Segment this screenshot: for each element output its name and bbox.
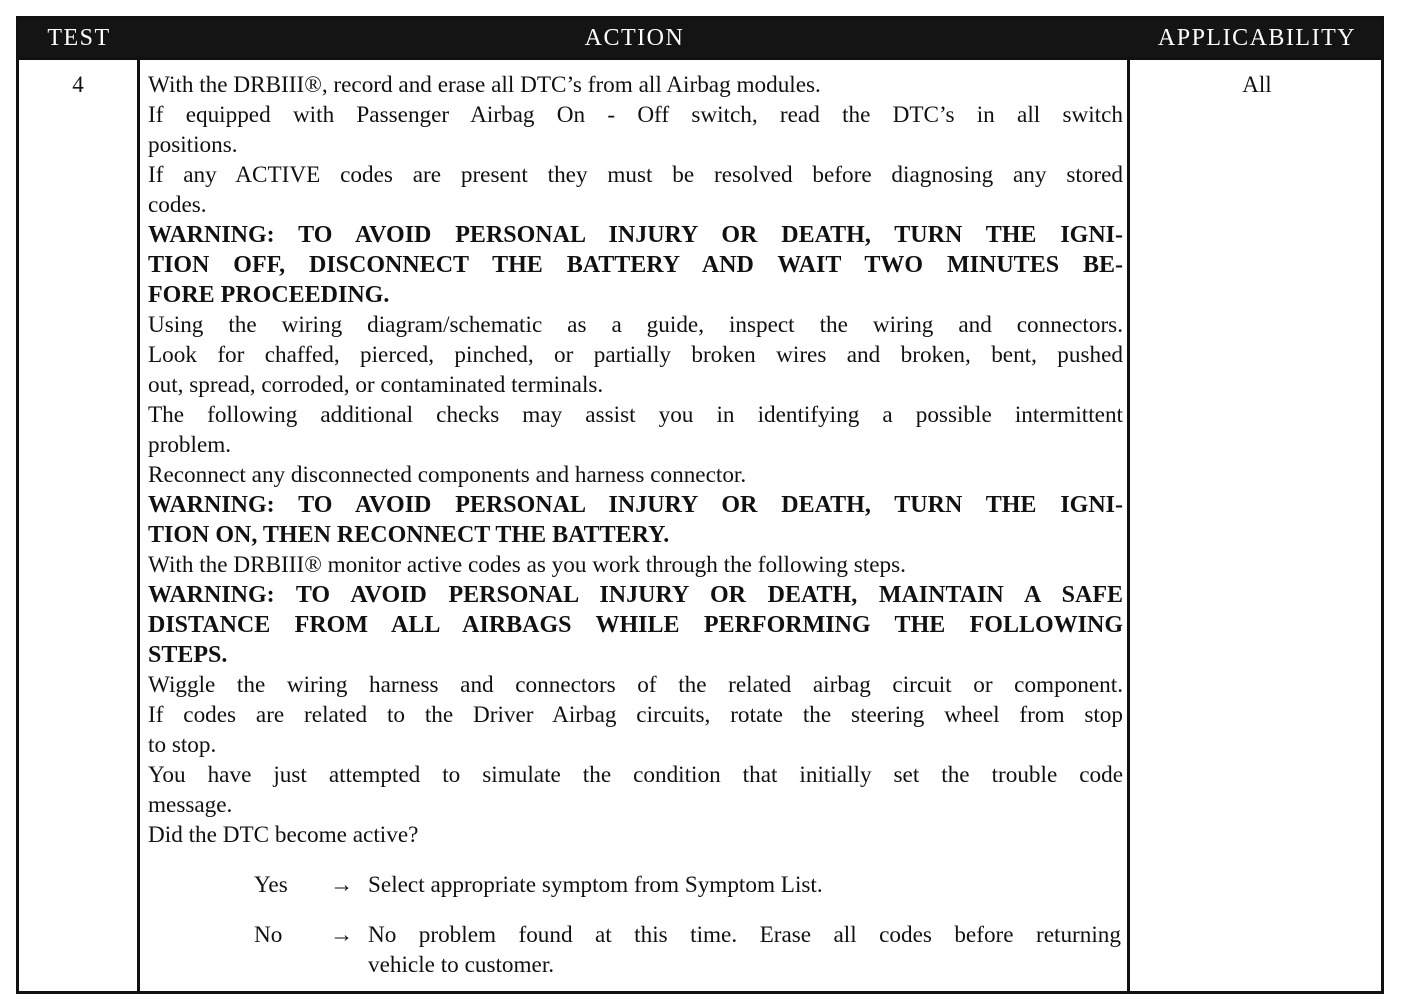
- table-row: [19, 57, 1381, 994]
- instruction-line: positions.: [148, 132, 238, 158]
- branch-label: No: [254, 922, 283, 948]
- applicability-value: All: [1242, 72, 1272, 97]
- instruction-line: out, spread, corroded, or contaminated terminals.: [148, 372, 604, 398]
- table-header: [19, 19, 1381, 57]
- instruction-line: Look for chaffed, pierced, pinched, or partially broken wires and broken, bent, pushed: [148, 342, 1123, 368]
- branch-no: [148, 920, 1123, 950]
- warning-line: FORE PROCEEDING.: [148, 282, 390, 308]
- branch-label: Yes: [254, 872, 288, 898]
- warning-line: STEPS.: [148, 642, 228, 668]
- header-test: TEST: [47, 25, 111, 51]
- instruction-line: codes.: [148, 192, 207, 218]
- instruction-line: Using the wiring diagram/schematic as a guide, inspect the wiring and connectors.: [148, 312, 1123, 338]
- instruction-line: Wiggle the wiring harness and connectors of the related airbag circuit or component.: [148, 672, 1123, 698]
- warning-line: WARNING: TO AVOID PERSONAL INJURY OR DEATH, MAINTAIN A SAFE: [148, 582, 1123, 608]
- warning-line: TION OFF, DISCONNECT THE BATTERY AND WAIT TWO MINUTES BE-: [148, 252, 1123, 278]
- branch-no: [148, 950, 1123, 980]
- header-action: ACTION: [584, 25, 685, 51]
- instruction-line: If codes are related to the Driver Airbag circuits, rotate the steering wheel from stop: [148, 702, 1123, 728]
- arrow-right-icon: →: [330, 872, 354, 898]
- instruction-line: Did the DTC become active?: [148, 822, 419, 848]
- instruction-line: message.: [148, 792, 233, 818]
- header-applicability: APPLICABILITY: [1157, 25, 1357, 51]
- branch-text: vehicle to customer.: [368, 952, 555, 978]
- instruction-line: problem.: [148, 432, 232, 458]
- instruction-line: to stop.: [148, 732, 217, 758]
- action-text: [148, 70, 1123, 980]
- test-number: 4: [72, 72, 84, 97]
- arrow-right-icon: →: [330, 922, 354, 948]
- warning-line: WARNING: TO AVOID PERSONAL INJURY OR DEATH, TURN THE IGNI-: [148, 492, 1123, 518]
- warning-line: TION ON, THEN RECONNECT THE BATTERY.: [148, 522, 670, 548]
- diagnostic-table: [16, 16, 1384, 994]
- branch-yes: [148, 870, 1123, 900]
- warning-line: DISTANCE FROM ALL AIRBAGS WHILE PERFORMING THE FOLLOWING: [148, 612, 1123, 638]
- instruction-line: The following additional checks may assist you in identifying a possible intermittent: [148, 402, 1123, 428]
- column-divider: [137, 60, 140, 994]
- instruction-line: If any ACTIVE codes are present they must be resolved before diagnosing any stored: [148, 162, 1123, 188]
- branch-text: Select appropriate symptom from Symptom List.: [368, 872, 823, 898]
- column-divider: [1127, 60, 1130, 994]
- warning-line: WARNING: TO AVOID PERSONAL INJURY OR DEATH, TURN THE IGNI-: [148, 222, 1123, 248]
- instruction-line: With the DRBIII®, record and erase all DTC’s from all Airbag modules.: [148, 72, 821, 98]
- instruction-line: If equipped with Passenger Airbag On - Off switch, read the DTC’s in all switch: [148, 102, 1123, 128]
- instruction-line: With the DRBIII® monitor active codes as you work through the following steps.: [148, 552, 906, 578]
- instruction-line: You have just attempted to simulate the condition that initially set the trouble code: [148, 762, 1123, 788]
- instruction-line: Reconnect any disconnected components and harness connector.: [148, 462, 747, 488]
- branch-text: No problem found at this time. Erase all codes before returning: [368, 922, 1121, 948]
